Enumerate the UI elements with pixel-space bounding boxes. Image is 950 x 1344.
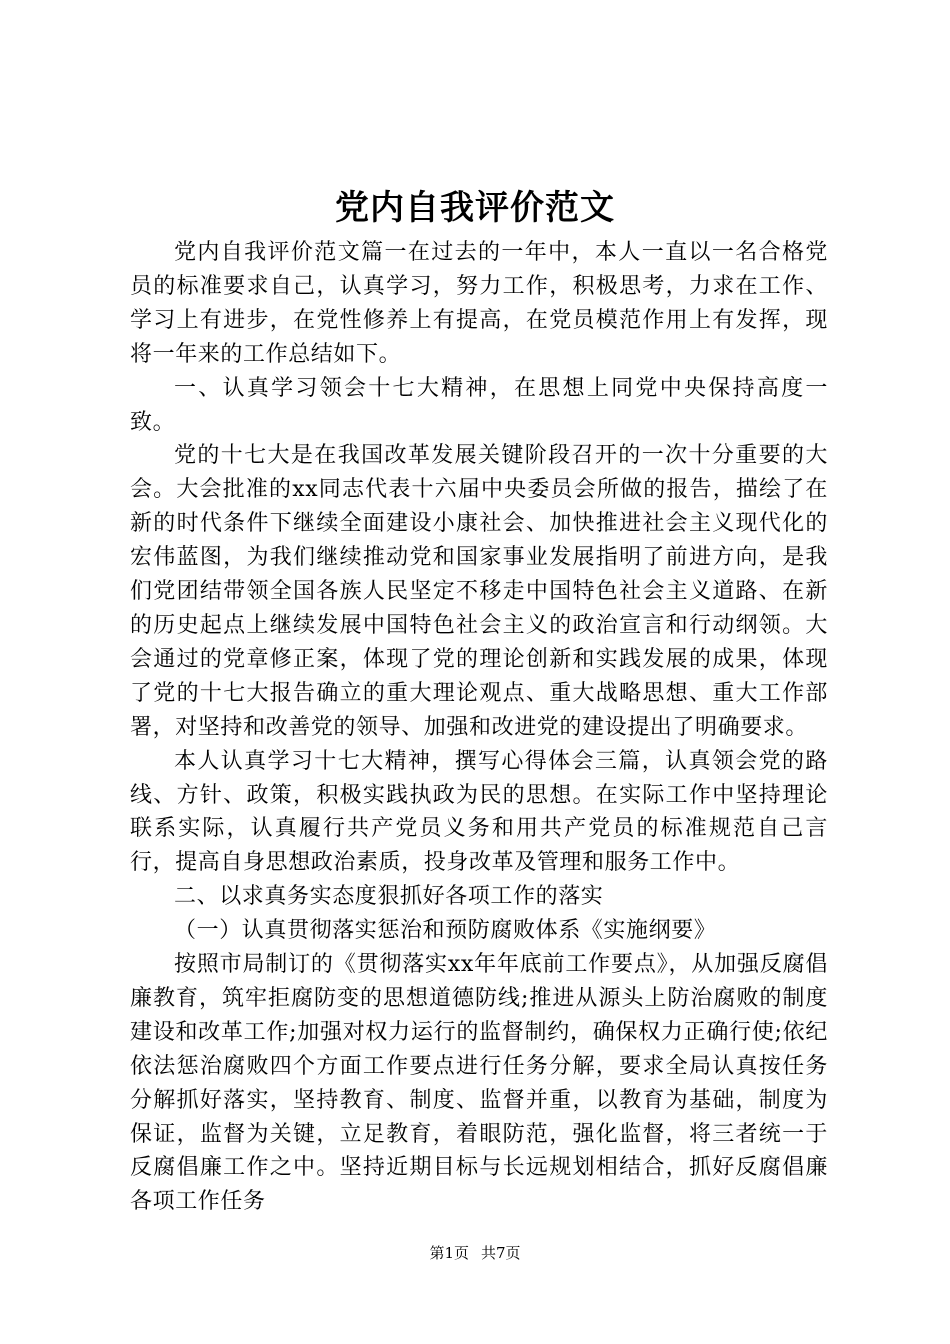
page-total: 共7页: [481, 1244, 521, 1262]
paragraph: 党的十七大是在我国改革发展关键阶段召开的一次十分重要的大会。大会批准的xx同志代表十六届中央委员会所做的报告，描绘了在新的时代条件下继续全面建设小康社会、加快推进社会主义现代化的宏伟蓝图，为我们继续推动党和国家事业发展指明了前进方向，是我们党团结带领全国各族人民坚定不移走中国特色社会主义道路、在新的历史起点上继续发展中国特色社会主义的政治宣言和行动纲领。大会通过的党章修正案，体现了党的理论创新和实践发展的成果，体现了党的十七大报告确立的重大理论观点、重大战略思想、重大工作部署，对坚持和改善党的领导、加强和改进党的建设提出了明确要求。: [130, 443, 828, 740]
document-body: [130, 236, 828, 1219]
page-footer: [0, 1243, 950, 1263]
paragraph: 一、认真学习领会十七大精神，在思想上同党中央保持高度一致。: [130, 375, 828, 435]
document-title: 党内自我评价范文: [335, 188, 615, 228]
page-number: 第1页: [429, 1244, 469, 1262]
paragraph: 党内自我评价范文篇一在过去的一年中，本人一直以一名合格党员的标准要求自己，认真学习，努力工作，积极思考，力求在工作、学习上有进步，在党性修养上有提高，在党员模范作用上有发挥，现将一年来的工作总结如下。: [130, 240, 828, 367]
paragraph: 本人认真学习十七大精神，撰写心得体会三篇，认真领会党的路线、方针、政策，积极实践执政为民的思想。在实际工作中坚持理论联系实际，认真履行共产党员义务和用共产党员的标准规范自己言行，提高自身思想政治素质，投身改革及管理和服务工作中。: [130, 748, 828, 876]
subsection-heading: （一）认真贯彻落实惩治和预防腐败体系《实施纲要》: [174, 918, 717, 944]
section-heading: 二、以求真务实态度狠抓好各项工作的落实: [174, 884, 604, 910]
paragraph: 按照市局制订的《贯彻落实xx年年底前工作要点》，从加强反腐倡廉教育，筑牢拒腐防变的思想道德防线;推进从源头上防治腐败的制度建设和改革工作;加强对权力运行的监督制约，确保权力正确行使;依纪依法惩治腐败四个方面工作要点进行任务分解，要求全局认真按任务分解抓好落实，坚持教育、制度、监督并重，以教育为基础，制度为保证，监督为关键，立足教育，着眼防范，强化监督，将三者统一于反腐倡廉工作之中。坚持近期目标与长远规划相结合，抓好反腐倡廉各项工作任务: [130, 952, 828, 1215]
